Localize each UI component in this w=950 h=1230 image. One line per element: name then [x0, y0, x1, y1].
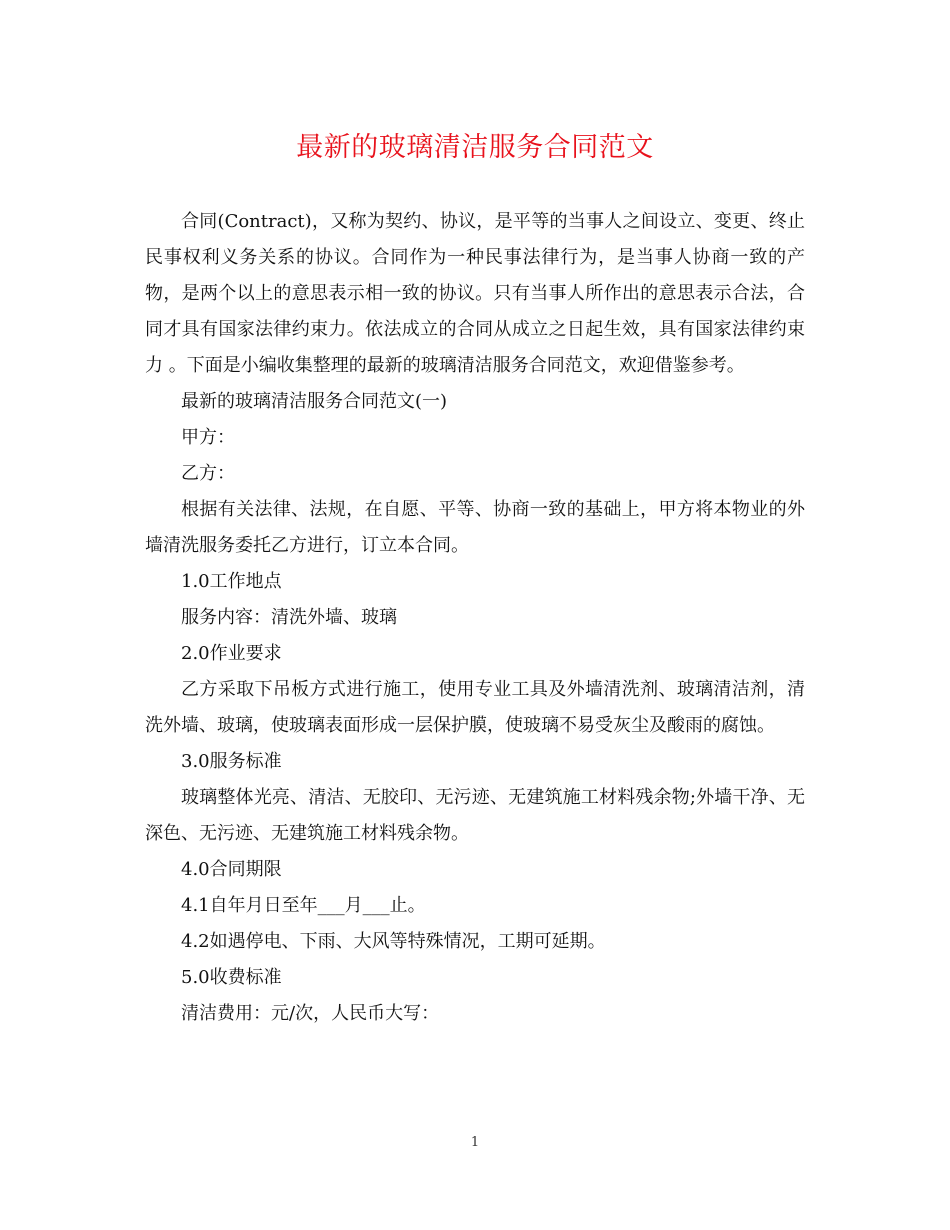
clause-heading-3-0: 3.0服务标准 [181, 751, 282, 772]
section-heading: 最新的玻璃清洁服务合同范文(一) [181, 391, 448, 412]
intro-paragraph: 合同(Contract)，又称为契约、协议，是平等的当事人之间设立、变更、终止民事权利义务关系的协议。合同作为一种民事法律行为，是当事人协商一致的产物，是两个以上的意思表示相一致的协议。只有当事人所作出的意思表示合法，合同才具有国家法律约束力。依法成立的合同从成立之日起生效，具有国家法律约束力 。下面是小编收集整理的最新的玻璃清洁服务合同范文，欢迎借鉴参考。 [145, 211, 805, 376]
clause-4-2: 4.2如遇停电、下雨、大风等特殊情况，工期可延期。 [181, 931, 606, 952]
service-content-line: 服务内容：清洗外墙、玻璃 [181, 607, 397, 628]
preamble-paragraph: 根据有关法律、法规，在自愿、平等、协商一致的基础上，甲方将本物业的外墙清洗服务委托乙方进行，订立本合同。 [145, 499, 805, 556]
work-requirements-paragraph: 乙方采取下吊板方式进行施工，使用专业工具及外墙清洗剂、玻璃清洁剂，清洗外墙、玻璃，使玻璃表面形成一层保护膜，使玻璃不易受灰尘及酸雨的腐蚀。 [145, 679, 805, 736]
page-number: 1 [470, 1135, 480, 1150]
clause-heading-1-0: 1.0工作地点 [181, 571, 282, 592]
party-b-line: 乙方： [181, 463, 235, 484]
clause-heading-4-0: 4.0合同期限 [181, 859, 282, 880]
document-body [145, 204, 805, 1032]
fee-line: 清洁费用：元/次，人民币大写： [181, 1003, 440, 1024]
clause-heading-2-0: 2.0作业要求 [181, 643, 282, 664]
party-a-line: 甲方： [181, 427, 235, 448]
clause-heading-5-0: 5.0收费标准 [181, 967, 282, 988]
clause-4-1: 4.1自年月日至年___月___止。 [181, 895, 426, 916]
document-title: 最新的玻璃清洁服务合同范文 [296, 132, 654, 163]
service-standard-paragraph: 玻璃整体光亮、清洁、无胶印、无污迹、无建筑施工材料残余物;外墙干净、无深色、无污迹、无建筑施工材料残余物。 [145, 787, 805, 844]
